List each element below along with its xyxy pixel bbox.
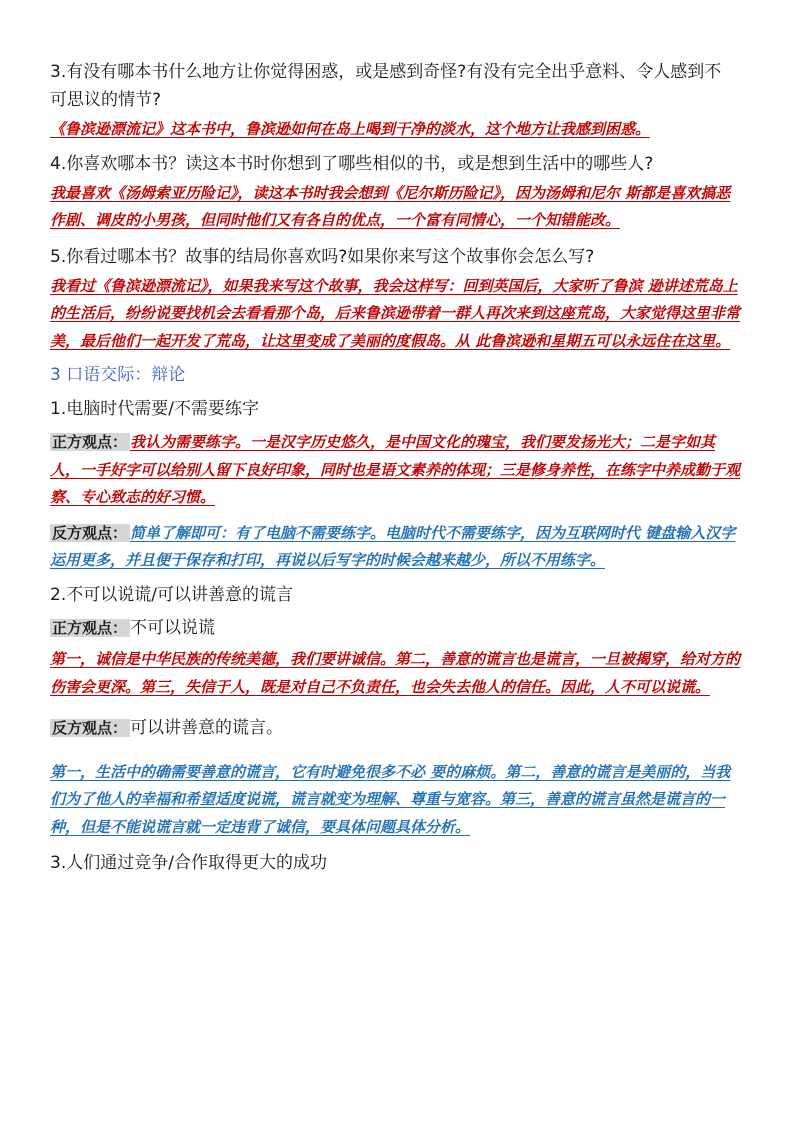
answer-3: 《鲁滨逊漂流记》这本书中，鲁滨逊如何在岛上喝到干净的淡水，这个地方让我感到困惑。 xyxy=(50,120,651,138)
document-page xyxy=(50,58,742,877)
debate-2-pro-stance: 正方观点： 不可以说谎 xyxy=(52,617,216,638)
section-heading: 3 口语交际：辩论 xyxy=(50,365,186,385)
con-label: 反方观点： xyxy=(50,719,130,737)
debate-1-title: 1.电脑时代需要/不需要练字 xyxy=(50,399,259,419)
con-label: 反方观点： xyxy=(50,524,130,542)
debate-3-title: 3.人们通过竞争/合作取得更大的成功 xyxy=(50,853,327,873)
debate-2-con-stance: 反方观点： 可以讲善意的谎言。 xyxy=(52,718,284,738)
question-5: 5.你看过哪本书？故事的结局你喜欢吗?如果你来写这个故事你会怎么写? xyxy=(50,246,595,267)
debate-2-con: 第一，生活中的确需要善意的谎言，它有时避免很多不必 要的麻烦。第二，善意的谎言是美丽的，当我们为了他人的幸福和希望适度说谎，谎言就变为理解、尊重与宽容。第三，善意的谎言虽然是谎言的一种，但是不能说谎言就一定违背了诚信，要具体问题具体分析。 xyxy=(50,762,731,836)
debate-1-pro: 正方观点： 我认为需要练字。一是汉字历史悠久，是中国文化的瑰宝，我们要发扬光大；二是字如其人，一手好字可以给别人留下良好印象，同时也是语文素养的体现；三是修身养性，在练字中养成勤于观察、专心致志的好习惯。 xyxy=(50,433,741,506)
pro-label: 正方观点： xyxy=(50,619,130,637)
pro-label: 正方观点： xyxy=(50,433,130,451)
answer-4: 我最喜欢《汤姆索亚历险记》，读这本书时我会想到《尼尔斯历险记》，因为汤姆和尼尔 斯都是喜欢搞恶作剧、调皮的小男孩，但同时他们又有各自的优点，一个富有同情心，一个知错能改。 xyxy=(50,183,731,229)
answer-5: 我看过《鲁滨逊漂流记》，如果我来写这个故事，我会这样写：回到英国后，大家听了鲁滨 逊讲述荒岛上的生活后，纷纷说要找机会去看看那个岛，后来鲁滨逊带着一群人再次来到这座荒岛，大家觉得这里非常美，最后他们一起开发了荒岛，让这里变成了美丽的度假岛。从 此鲁滨逊和星期五可以永远住在这里。 xyxy=(50,276,741,350)
debate-2-pro: 第一，诚信是中华民族的传统美德，我们要讲诚信。第二，善意的谎言也是谎言，一旦被揭穿，给对方的伤害会更深。第三，失信于人，既是对自己不负责任，也会失去他人的信任。因此，人不可以说谎。 xyxy=(50,650,741,696)
debate-1-con: 反方观点： 简单了解即可：有了电脑不需要练字。电脑时代不需要练字，因为互联网时代 键盘输入汉字运用更多，并且便于保存和打印，再说以后写字的时候会越来越少，所以不用练字。 xyxy=(50,523,736,569)
debate-2-title: 2.不可以说谎/可以讲善意的谎言 xyxy=(50,584,293,605)
question-4: 4.你喜欢哪本书？读这本书时你想到了哪些相似的书，或是想到生活中的哪些人? xyxy=(50,153,654,174)
question-3: 3.有没有哪本书什么地方让你觉得困惑，或是感到奇怪?有没有完全出乎意料、令人感到不 可思议的情节? xyxy=(50,62,722,110)
